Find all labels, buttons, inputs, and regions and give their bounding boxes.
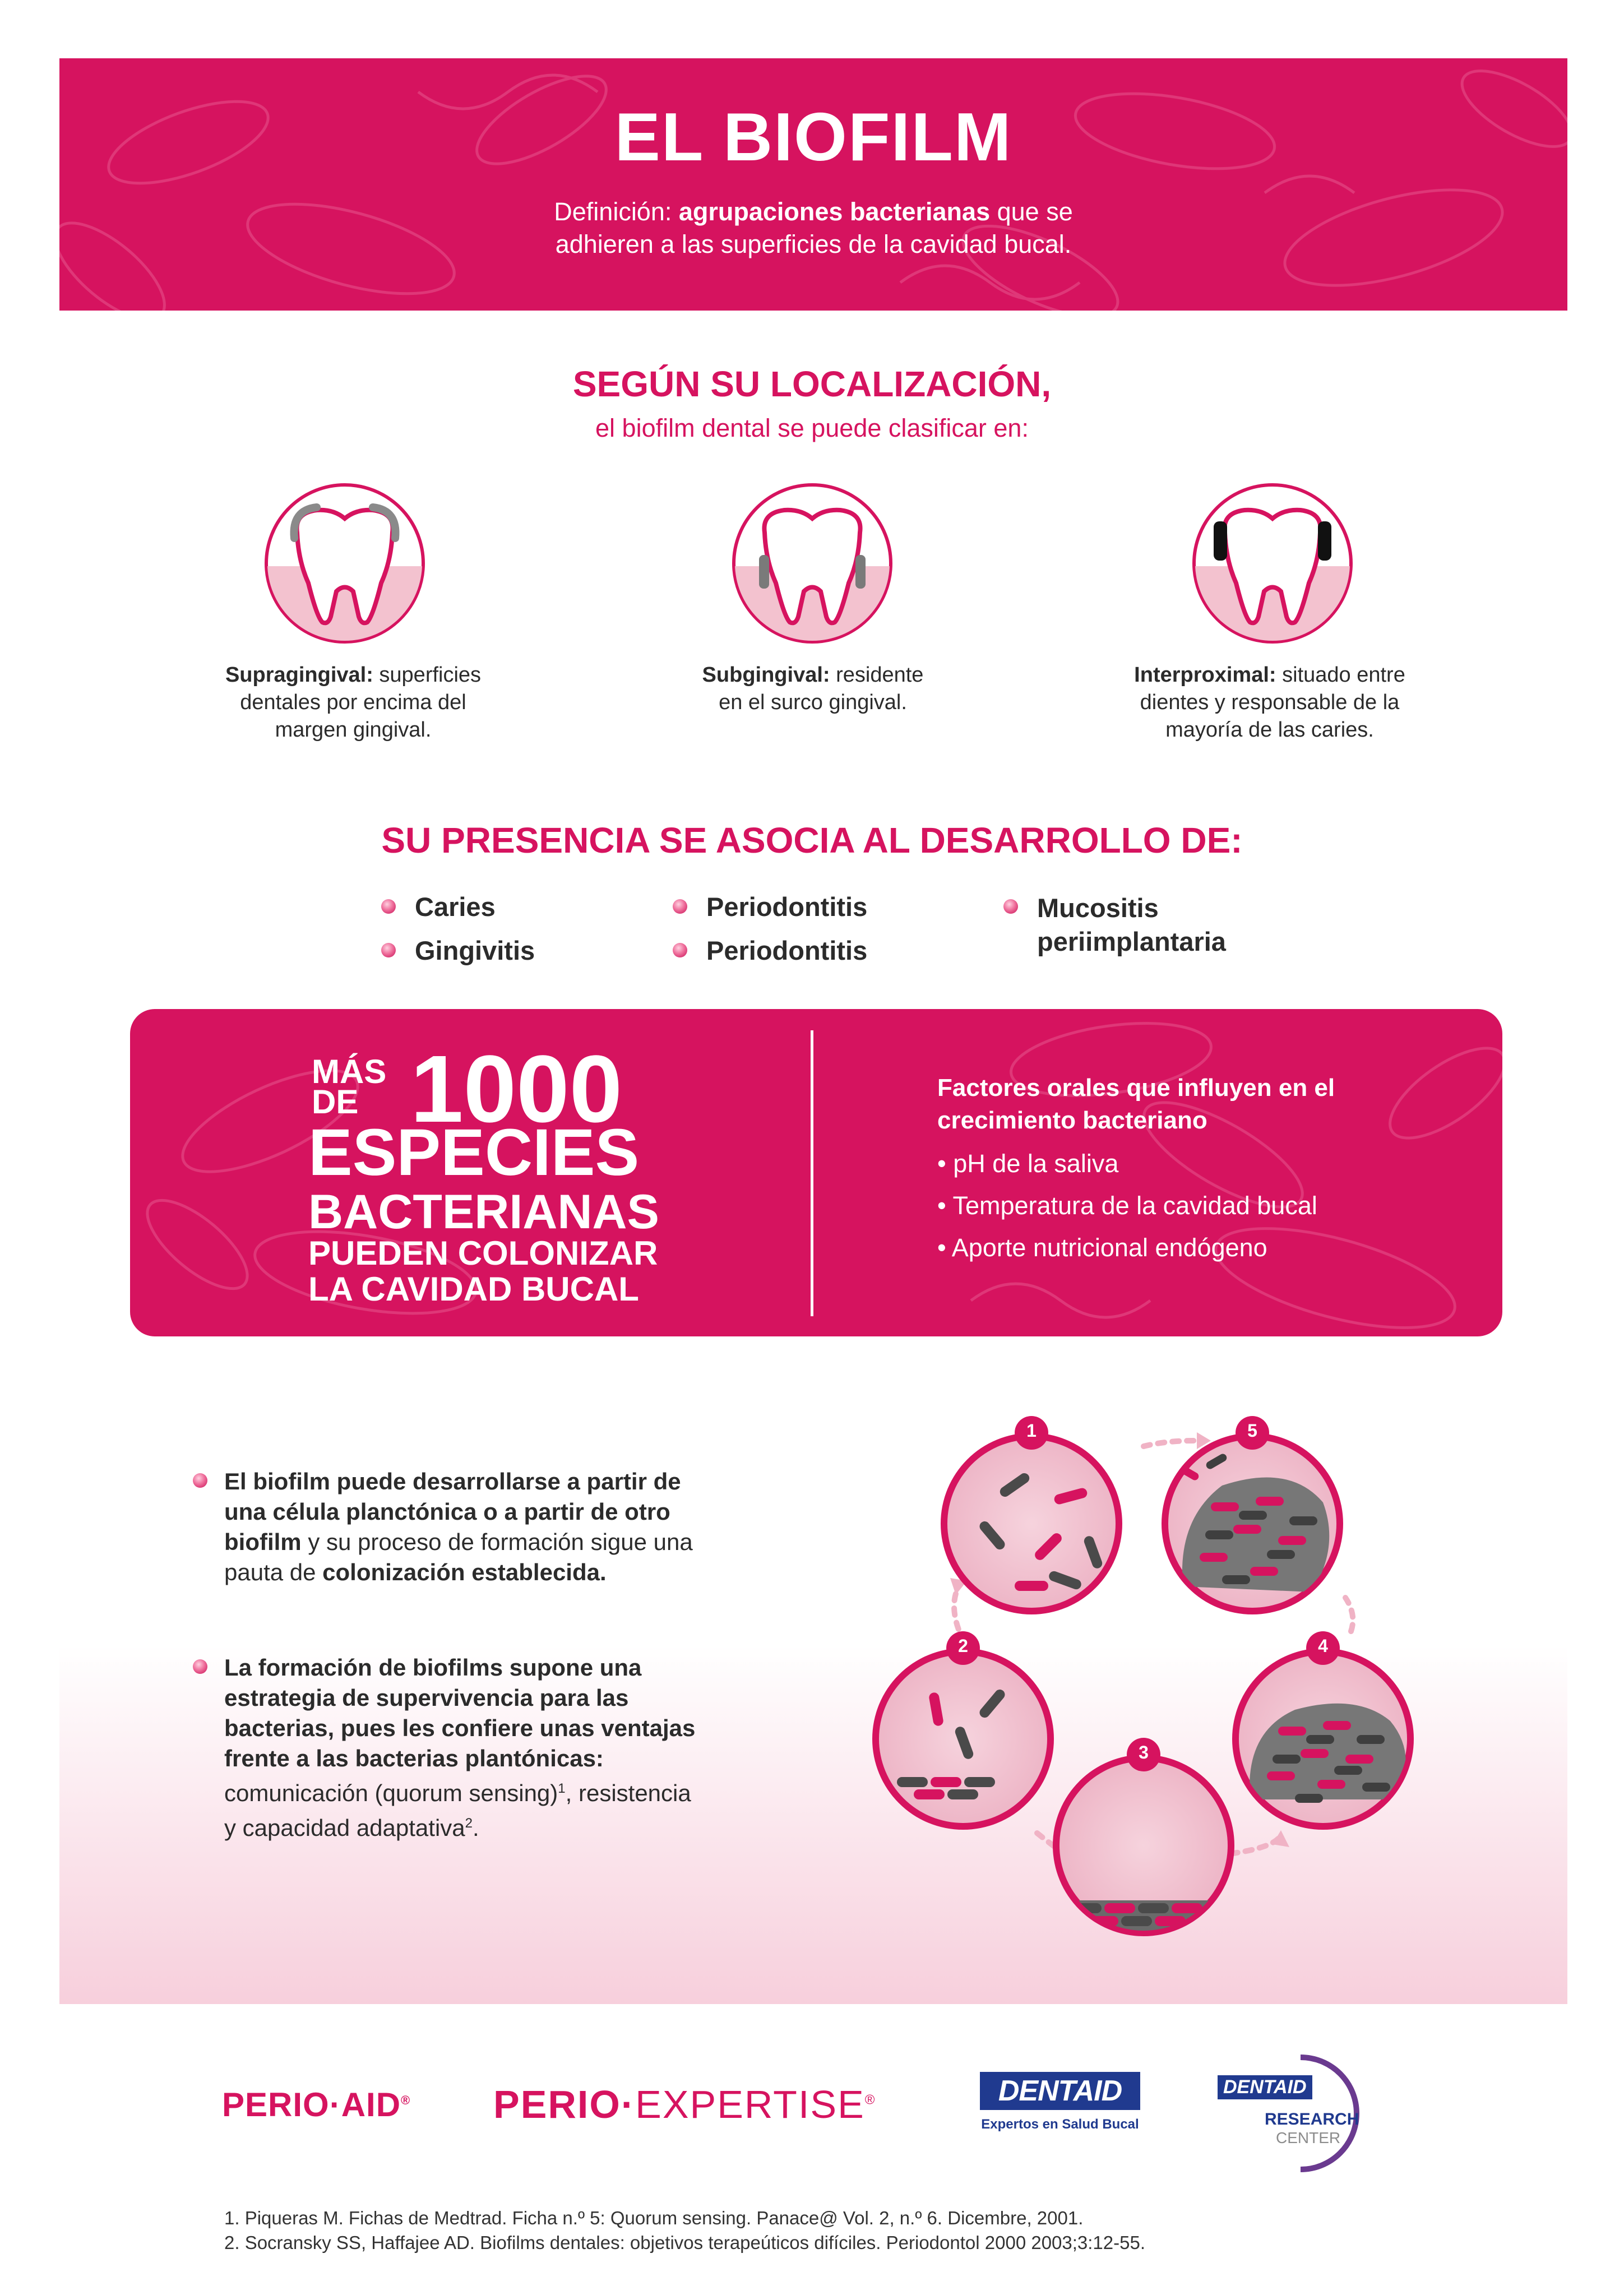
center-label: CENTER — [1276, 2129, 1341, 2146]
bullet-icon — [673, 899, 687, 914]
supragingival-tooth-icon — [263, 482, 426, 645]
disease-label — [1037, 891, 1226, 959]
stage-4-circle — [1232, 1631, 1414, 1830]
subgingival-tooth-icon — [731, 482, 894, 645]
species-banner — [130, 1009, 1502, 1336]
p1-line4: pauta de — [224, 1559, 323, 1585]
references — [224, 2206, 1145, 2255]
supragingival-line2: dentales por encima del — [240, 691, 466, 714]
species-number: 1000 — [410, 1036, 623, 1142]
p1-line1: El biofilm puede desarrollarse a partir de — [224, 1468, 681, 1494]
stage-number-3: 3 — [1139, 1742, 1149, 1762]
supragingival-name: Supragingival: — [225, 663, 373, 687]
bullet-icon — [673, 943, 687, 957]
ref-1-sup: 1 — [558, 1781, 566, 1796]
bacterianas-label: BACTERIANAS — [308, 1185, 659, 1239]
disease-label: Periodontitis — [706, 892, 868, 922]
stage-number-5: 5 — [1247, 1421, 1257, 1441]
p2-line5b: , resistencia — [565, 1780, 691, 1806]
subgingival-name: Subgingival: — [702, 663, 830, 687]
interproximal-line1: situado entre — [1276, 663, 1405, 687]
disease-label: Periodontitis — [706, 936, 868, 965]
banner-divider — [811, 1030, 813, 1316]
supragingival-line1: superficies — [373, 663, 482, 687]
p2-line5: comunicación (quorum sensing) — [224, 1780, 558, 1806]
mucositis-line1: Mucositis — [1037, 893, 1159, 923]
mas-label: MÁS — [312, 1053, 387, 1090]
definition — [59, 196, 1567, 261]
dentaid-tagline: Expertos en Salud Bucal — [981, 2117, 1139, 2132]
bullet-icon — [381, 899, 396, 914]
p2-line6: y capacidad adaptativa — [224, 1815, 465, 1841]
localization-subtitle: el biofilm dental se puede clasificar en: — [595, 414, 1029, 442]
p2-line3: bacterias, pues les confiere unas ventajas — [224, 1715, 696, 1741]
biofilm-formation-cycle — [863, 1407, 1519, 1973]
stage-number-1: 1 — [1026, 1421, 1037, 1441]
p1-line2: una célula planctónica o a partir de otro — [224, 1498, 670, 1525]
factors-title — [937, 1072, 1335, 1137]
factor-label: pH de la saliva — [953, 1149, 1119, 1178]
p1-line3-bold: biofilm — [224, 1529, 302, 1555]
definition-bold: agrupaciones bacterianas — [678, 197, 991, 226]
perioaid-text: PERIO·AID — [222, 2086, 401, 2123]
research-center-logo — [1211, 2052, 1373, 2175]
interproximal-name: Interproximal: — [1134, 663, 1276, 687]
definition-prefix: Definición: — [554, 197, 679, 226]
disease-gingivitis — [381, 935, 535, 966]
presence-title: SU PRESENCIA SE ASOCIA AL DESARROLLO DE: — [381, 820, 1243, 860]
disease-mucositis — [1003, 891, 1226, 959]
factor-item: • Temperatura de la cavidad bucal — [937, 1191, 1317, 1220]
subgingival-description — [617, 661, 1009, 716]
cavidad-bucal-label: LA CAVIDAD BUCAL — [308, 1270, 639, 1308]
expertise-part-a: PERIO· — [493, 2083, 636, 2126]
p2-line1: La formación de biofilms supone una — [224, 1654, 642, 1681]
formation-paragraph-1 — [193, 1466, 693, 1588]
de-label: DE — [312, 1083, 359, 1121]
reference-2: 2. Socransky SS, Haffajee AD. Biofilms dentales: objetivos terapeúticos difíciles. Periodontol 2000 2003;3:12-55. — [224, 2232, 1146, 2253]
stage-1-circle — [941, 1416, 1122, 1614]
disease-label: Caries — [415, 892, 496, 922]
bullet-icon — [193, 1659, 207, 1674]
especies-label: ESPECIES — [308, 1116, 640, 1190]
paragraph-text — [224, 1653, 695, 1843]
dentaid-wordmark: DENTAID — [980, 2072, 1140, 2110]
dentaid-logo — [980, 2072, 1140, 2132]
bullet-icon — [193, 1473, 207, 1488]
stage-3-circle — [1053, 1738, 1239, 1945]
pueden-colonizar-label: PUEDEN COLONIZAR — [308, 1234, 658, 1272]
subgingival-line1: residente — [830, 663, 924, 687]
perioaid-reg: ® — [401, 2093, 411, 2107]
supragingival-line3: margen gingival. — [275, 718, 432, 742]
p2-line6b: . — [473, 1815, 479, 1841]
supragingival-description — [157, 661, 549, 744]
factors-title-line2: crecimiento bacteriano — [937, 1107, 1207, 1134]
bacteria-pattern — [59, 58, 1567, 311]
disease-periodontitis-2 — [673, 935, 867, 966]
disease-caries — [381, 891, 496, 922]
expertise-part-b: EXPERTISE — [635, 2083, 865, 2126]
header-banner — [59, 58, 1567, 311]
bullet-icon — [381, 943, 396, 957]
factor-item: • pH de la saliva — [937, 1149, 1119, 1178]
factor-label: Aporte nutricional endógeno — [951, 1233, 1267, 1262]
p2-line2: estrategia de supervivencia para las — [224, 1685, 629, 1711]
interproximal-line3: mayoría de las caries. — [1165, 718, 1374, 742]
p1-line4-bold: colonización establecida. — [322, 1559, 607, 1585]
paragraph-text — [224, 1466, 693, 1588]
stage-number-2: 2 — [958, 1636, 968, 1656]
disease-periodontitis-1 — [673, 891, 867, 922]
factors-list — [937, 1142, 1317, 1269]
stage-number-4: 4 — [1318, 1636, 1328, 1656]
factors-title-line1: Factores orales que influyen en el — [937, 1074, 1335, 1102]
interproximal-description — [1074, 661, 1466, 744]
ref-2-sup: 2 — [465, 1816, 473, 1831]
disease-label: Gingivitis — [415, 936, 535, 965]
subgingival-line2: en el surco gingival. — [719, 691, 907, 714]
interproximal-line2: dientes y responsable de la — [1140, 691, 1400, 714]
definition-suffix: que se — [990, 197, 1073, 226]
research-label: RESEARCH — [1265, 2110, 1359, 2129]
reference-1: 1. Piqueras M. Fichas de Medtrad. Ficha n.º 5: Quorum sensing. Panace@ Vol. 2, n.º 6. Dicembre, 2001. — [224, 2208, 1084, 2228]
bullet-icon — [1003, 899, 1018, 914]
interproximal-tooth-icon — [1191, 482, 1354, 645]
research-brand: DENTAID — [1218, 2075, 1312, 2099]
factor-label: Temperatura de la cavidad bucal — [952, 1191, 1317, 1220]
localization-title: SEGÚN SU LOCALIZACIÓN, — [572, 364, 1052, 404]
p2-line4: frente a las bacterias plantónicas: — [224, 1745, 604, 1771]
definition-line2: adhieren a las superficies de la cavidad bucal. — [555, 230, 1072, 258]
expertise-reg: ® — [864, 2092, 876, 2108]
formation-paragraph-2 — [193, 1653, 695, 1843]
perio-expertise-logo — [493, 2082, 876, 2127]
page-title: EL BIOFILM — [614, 99, 1012, 175]
stage-5-circle — [1162, 1416, 1343, 1614]
stage-2-circle — [872, 1631, 1054, 1830]
p1-line3: y su proceso de formación sigue una — [301, 1529, 693, 1555]
perioaid-logo — [222, 2085, 410, 2124]
mucositis-line2: periimplantaria — [1037, 927, 1226, 956]
factor-item: • Aporte nutricional endógeno — [937, 1233, 1267, 1262]
